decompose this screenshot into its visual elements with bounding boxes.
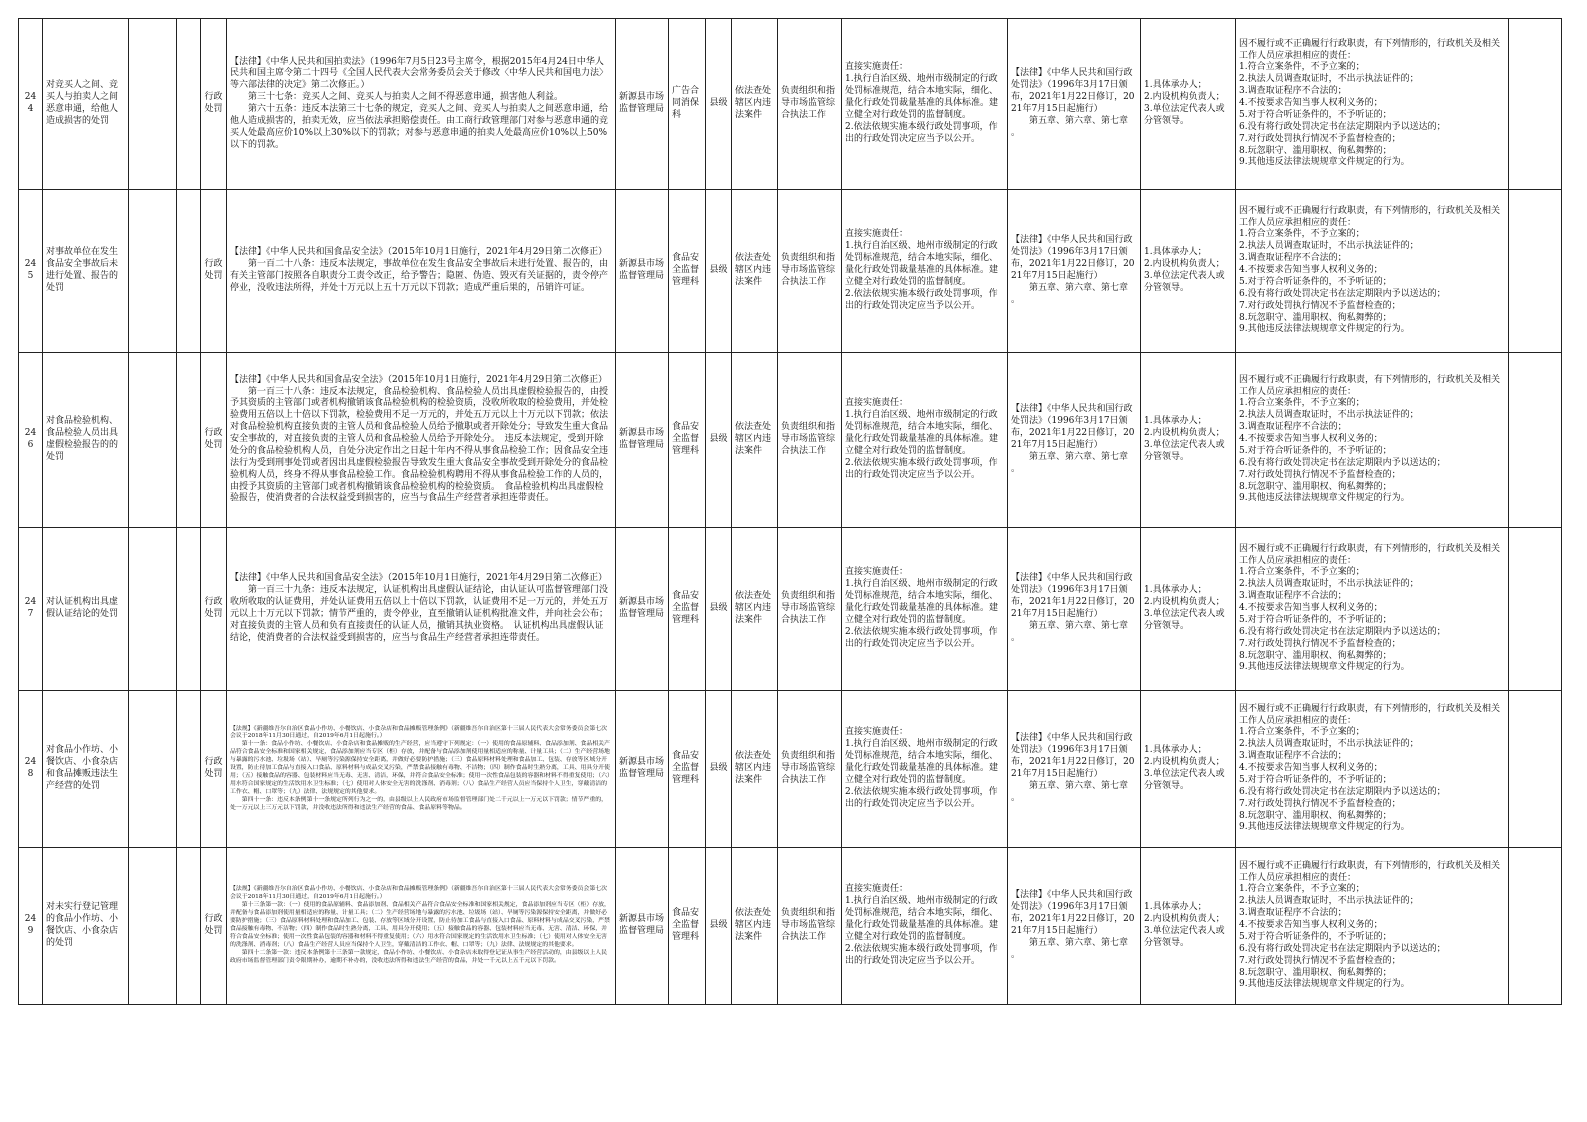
direct-duty: 直接实施责任： 1.执行自治区级、地州市级制定的行政处罚标准规范，结合本地实际，细化、量化行政处罚裁量基准的具体标准。建立健全对行政处罚的监督制度。 2.依法依规实施本级行政处罚事项，作出的行政处罚决定应当予以公开。 [842, 528, 1008, 691]
remarks-cell [1509, 353, 1562, 528]
remarks-cell [1509, 19, 1562, 190]
legal-basis: 【法规】《新疆维吾尔自治区食品小作坊、小餐饮店、小食杂店和食品摊贩管理条例》（新疆维吾尔自治区第十三届人民代表大会常务委员会第七次会议于2018年11月30日通过，自2019年6月1日起施行。） 第十一条：食品小作坊、小餐饮店、小食杂店和食品摊贩的生产经营，应当遵守下列规定：（一）使用的食品原辅料、食品添加剂、食品相关产品符合食品安全标准和国家相关规定，食品添加剂应当专区（柜）存放，并配备与食品添加剂使用量相适应的称量、计量工具；（二）生产经营场地与暴露的污水池、垃圾场（站）、旱厕等污染源保持安全距离，并做好必要防护措施；（三）食品原料材料处理和食品加工、包装、存放等区域分开设置，防止待加工食品与直接入口食品、原料材料与成品交叉污染，严禁食品接触有毒物、不洁物；（四）制作食品时生熟分离，工具、用具分开使用；（五）接触食品的容器、包装材料应当无毒、无害、清洁，环保，并符合食品安全标准；使用一次性食品包装的容器和材料不得重复使用；（六）用水符合国家规定的生活饮用水卫生标准；（七）使用对人体安全无害的洗涤剂、消毒剂；（八）食品生产经营人员应当保持个人卫生，穿戴清洁的工作衣、帽、口罩等；（九）法律、法规规定的其他要求。 第四十一条：违反本条例第十一条规定所列行为之一的，由县级以上人民政府市场监督管理部门处二千元以上一万元以下罚款；情节严重的，处一万元以上三万元以下罚款，并没收违法所得和违法生产经营的食品、食品原料等物品。 [227, 691, 616, 848]
table-row [19, 190, 1562, 353]
item-name: 对食品小作坊、小餐饮店、小食杂店和食品摊贩违法生产经营的处罚 [43, 691, 129, 848]
admin-level: 县级 [706, 528, 732, 691]
row-number: 245 [19, 190, 43, 353]
table-row [19, 528, 1562, 691]
table-row [19, 353, 1562, 528]
empty-cell [177, 353, 201, 528]
jurisdiction-scope: 依法查处辖区内违法案件 [732, 528, 778, 691]
table-row [19, 19, 1562, 190]
item-name: 对未实行登记管理的食品小作坊、小餐饮店、小食杂店的处罚 [43, 848, 129, 1005]
accountability-law: 【法律】《中华人民共和国行政处罚法》（1996年3月17日颁布，2021年1月22日修订，2021年7月15日起施行） 第五章、第六章、第七章 。 [1008, 353, 1141, 528]
table-row [19, 848, 1562, 1005]
accountability-cases: 因不履行或不正确履行行政职责，有下列情形的，行政机关及相关工作人员应承担相应的责任： 1.符合立案条件，不予立案的； 2.执法人员调查取证时，不出示执法证件的； 3.调查取证程序不合法的； 4.不按要求告知当事人权利义务的； 5.对于符合听证条件的，不予听证的； 6.没有将行政处罚决定书在法定期限内予以送达的； 7.对行政处罚执行情况不予监督检查的； 8.玩忽职守、滥用职权、徇私舞弊的； 9.其他违反法律法规规章文件规定的行为。 [1236, 848, 1509, 1005]
item-name: 对认证机构出具虚假认证结论的处罚 [43, 528, 129, 691]
responsible-unit: 食品安全监督管理科 [669, 848, 706, 1005]
jurisdiction-scope: 依法查处辖区内违法案件 [732, 848, 778, 1005]
empty-cell [129, 353, 177, 528]
admin-level: 县级 [706, 19, 732, 190]
responsible-unit: 食品安全监督管理科 [669, 353, 706, 528]
accountability-law: 【法律】《中华人民共和国行政处罚法》（1996年3月17日颁布，2021年1月22日修订，2021年7月15日起施行） 第五章、第六章、第七章 。 [1008, 19, 1141, 190]
row-number: 244 [19, 19, 43, 190]
responsible-persons: 1.具体承办人； 2.内设机构负责人； 3.单位法定代表人或分管领导。 [1141, 19, 1236, 190]
accountability-law: 【法律】《中华人民共和国行政处罚法》（1996年3月17日颁布，2021年1月22日修订，2021年7月15日起施行） 第五章、第六章、第七章 。 [1008, 848, 1141, 1005]
row-number: 246 [19, 353, 43, 528]
accountability-cases: 因不履行或不正确履行行政职责，有下列情形的，行政机关及相关工作人员应承担相应的责任： 1.符合立案条件，不予立案的； 2.执法人员调查取证时，不出示执法证件的； 3.调查取证程序不合法的； 4.不按要求告知当事人权利义务的； 5.对于符合听证条件的，不予听证的； 6.没有将行政处罚决定书在法定期限内予以送达的； 7.对行政处罚执行情况不予监督检查的； 8.玩忽职守、滥用职权、徇私舞弊的； 9.其他违反法律法规规章文件规定的行为。 [1236, 691, 1509, 848]
law-enforcement-table [18, 18, 1562, 1005]
jurisdiction-scope: 依法查处辖区内违法案件 [732, 691, 778, 848]
direct-duty: 直接实施责任： 1.执行自治区级、地州市级制定的行政处罚标准规范，结合本地实际，细化、量化行政处罚裁量基准的具体标准。建立健全对行政处罚的监督制度。 2.依法依规实施本级行政处罚事项，作出的行政处罚决定应当予以公开。 [842, 848, 1008, 1005]
responsible-persons: 1.具体承办人； 2.内设机构负责人； 3.单位法定代表人或分管领导。 [1141, 353, 1236, 528]
responsibility-summary: 负责组织和指导市场监管综合执法工作 [778, 848, 842, 1005]
jurisdiction-scope: 依法查处辖区内违法案件 [732, 19, 778, 190]
direct-duty: 直接实施责任： 1.执行自治区级、地州市级制定的行政处罚标准规范，结合本地实际，细化、量化行政处罚裁量基准的具体标准。建立健全对行政处罚的监督制度。 2.依法依规实施本级行政处罚事项，作出的行政处罚决定应当予以公开。 [842, 691, 1008, 848]
remarks-cell [1509, 691, 1562, 848]
accountability-cases: 因不履行或不正确履行行政职责，有下列情形的，行政机关及相关工作人员应承担相应的责任： 1.符合立案条件，不予立案的； 2.执法人员调查取证时，不出示执法证件的； 3.调查取证程序不合法的； 4.不按要求告知当事人权利义务的； 5.对于符合听证条件的，不予听证的； 6.没有将行政处罚决定书在法定期限内予以送达的； 7.对行政处罚执行情况不予监督检查的； 8.玩忽职守、滥用职权、徇私舞弊的； 9.其他违反法律法规规章文件规定的行为。 [1236, 353, 1509, 528]
power-type: 行政处罚 [201, 19, 227, 190]
power-type: 行政处罚 [201, 353, 227, 528]
direct-duty: 直接实施责任： 1.执行自治区级、地州市级制定的行政处罚标准规范，结合本地实际，细化、量化行政处罚裁量基准的具体标准。建立健全对行政处罚的监督制度。 2.依法依规实施本级行政处罚事项，作出的行政处罚决定应当予以公开。 [842, 190, 1008, 353]
legal-basis: 【法律】《中华人民共和国食品安全法》（2015年10月1日施行，2021年4月29日第二次修正） 第一百二十八条：违反本法规定，事故单位在发生食品安全事故后未进行处置、报告的，由有关主管部门按照各自职责分工责令改正，给予警告；隐匿、伪造、毁灭有关证据的，责令停产停业，没收违法所得，并处十万元以上五十万元以下罚款；造成严重后果的，吊销许可证。 [227, 190, 616, 353]
implementing-agency: 新源县市场监督管理局 [616, 848, 669, 1005]
implementing-agency: 新源县市场监督管理局 [616, 353, 669, 528]
responsibility-summary: 负责组织和指导市场监管综合执法工作 [778, 353, 842, 528]
responsibility-summary: 负责组织和指导市场监管综合执法工作 [778, 691, 842, 848]
row-number: 247 [19, 528, 43, 691]
empty-cell [177, 190, 201, 353]
item-name: 对竞买人之间、竞买人与拍卖人之间恶意串通，给他人造成损害的处罚 [43, 19, 129, 190]
empty-cell [177, 528, 201, 691]
implementing-agency: 新源县市场监督管理局 [616, 691, 669, 848]
accountability-law: 【法律】《中华人民共和国行政处罚法》（1996年3月17日颁布，2021年1月22日修订，2021年7月15日起施行） 第五章、第六章、第七章 。 [1008, 528, 1141, 691]
accountability-cases: 因不履行或不正确履行行政职责，有下列情形的，行政机关及相关工作人员应承担相应的责任： 1.符合立案条件，不予立案的； 2.执法人员调查取证时，不出示执法证件的； 3.调查取证程序不合法的； 4.不按要求告知当事人权利义务的； 5.对于符合听证条件的，不予听证的； 6.没有将行政处罚决定书在法定期限内予以送达的； 7.对行政处罚执行情况不予监督检查的； 8.玩忽职守、滥用职权、徇私舞弊的； 9.其他违反法律法规规章文件规定的行为。 [1236, 19, 1509, 190]
direct-duty: 直接实施责任： 1.执行自治区级、地州市级制定的行政处罚标准规范，结合本地实际，细化、量化行政处罚裁量基准的具体标准。建立健全对行政处罚的监督制度。 2.依法依规实施本级行政处罚事项，作出的行政处罚决定应当予以公开。 [842, 19, 1008, 190]
jurisdiction-scope: 依法查处辖区内违法案件 [732, 353, 778, 528]
empty-cell [129, 19, 177, 190]
responsible-unit: 食品安全监督管理科 [669, 691, 706, 848]
power-type: 行政处罚 [201, 691, 227, 848]
legal-basis: 【法规】《新疆维吾尔自治区食品小作坊、小餐饮店、小食杂店和食品摊贩管理条例》（新疆维吾尔自治区第十三届人民代表大会常务委员会第七次会议于2018年11月30日通过，自2019年6月1日起施行。） 第十三条第一款：（一）使用的食品原辅料、食品添加剂、食品相关产品符合食品安全标准和国家相关规定，食品添加剂应当专区（柜）存放，并配备与食品添加剂使用量相适应的称量、计量工具；（二）生产经营场地与暴露的污水池、垃圾场（站）、旱厕等污染源保持安全距离，并做好必要防护措施；（三）食品原料材料处理和食品加工、包装、存放等区域分开设置，防止待加工食品与直接入口食品、原料材料与成品交叉污染，严禁食品接触有毒物、不洁物；（四）制作食品时生熟分离，工具、用具分开使用；（五）接触食品的容器、包装材料应当无毒、无害、清洁、环保，并符合食品安全标准；使用一次性食品包装的容器和材料不得重复使用；（六）用水符合国家规定的生活饮用水卫生标准；（七）使用对人体安全无害的洗涤剂、消毒剂；（八）食品生产经营人员应当保持个人卫生，穿戴清洁的工作衣、帽、口罩等；（九）法律、法规规定的其他要求。 第四十二条第一款：违反本条例第十三条第一款规定，食品小作坊、小餐饮店、小食杂店未取得登记证从事生产经营活动的，由县级以上人民政府市场监督管理部门责令限期补办，逾期不补办的，没收违法所得和违法生产经营的食品，并处一千元以上五千元以下罚款。 [227, 848, 616, 1005]
admin-level: 县级 [706, 190, 732, 353]
accountability-law: 【法律】《中华人民共和国行政处罚法》（1996年3月17日颁布，2021年1月22日修订，2021年7月15日起施行） 第五章、第六章、第七章 。 [1008, 691, 1141, 848]
responsible-persons: 1.具体承办人； 2.内设机构负责人； 3.单位法定代表人或分管领导。 [1141, 190, 1236, 353]
implementing-agency: 新源县市场监督管理局 [616, 190, 669, 353]
admin-level: 县级 [706, 691, 732, 848]
implementing-agency: 新源县市场监督管理局 [616, 19, 669, 190]
remarks-cell [1509, 528, 1562, 691]
responsible-unit: 食品安全监督管理科 [669, 528, 706, 691]
responsibility-summary: 负责组织和指导市场监管综合执法工作 [778, 190, 842, 353]
responsible-unit: 广告合同消保科 [669, 19, 706, 190]
accountability-cases: 因不履行或不正确履行行政职责，有下列情形的，行政机关及相关工作人员应承担相应的责任： 1.符合立案条件，不予立案的； 2.执法人员调查取证时，不出示执法证件的； 3.调查取证程序不合法的； 4.不按要求告知当事人权利义务的； 5.对于符合听证条件的，不予听证的； 6.没有将行政处罚决定书在法定期限内予以送达的； 7.对行政处罚执行情况不予监督检查的； 8.玩忽职守、滥用职权、徇私舞弊的； 9.其他违反法律法规规章文件规定的行为。 [1236, 528, 1509, 691]
empty-cell [177, 19, 201, 190]
item-name: 对事故单位在发生食品安全事故后未进行处置、报告的处罚 [43, 190, 129, 353]
power-type: 行政处罚 [201, 848, 227, 1005]
responsible-unit: 食品安全监督管理科 [669, 190, 706, 353]
power-type: 行政处罚 [201, 528, 227, 691]
empty-cell [129, 691, 177, 848]
direct-duty: 直接实施责任： 1.执行自治区级、地州市级制定的行政处罚标准规范，结合本地实际，细化、量化行政处罚裁量基准的具体标准。建立健全对行政处罚的监督制度。 2.依法依规实施本级行政处罚事项，作出的行政处罚决定应当予以公开。 [842, 353, 1008, 528]
remarks-cell [1509, 848, 1562, 1005]
power-type: 行政处罚 [201, 190, 227, 353]
empty-cell [177, 848, 201, 1005]
table-row [19, 691, 1562, 848]
item-name: 对食品检验机构、食品检验人员出具虚假检验报告的的处罚 [43, 353, 129, 528]
empty-cell [129, 190, 177, 353]
jurisdiction-scope: 依法查处辖区内违法案件 [732, 190, 778, 353]
empty-cell [129, 528, 177, 691]
empty-cell [129, 848, 177, 1005]
legal-basis: 【法律】《中华人民共和国食品安全法》（2015年10月1日施行，2021年4月29日第二次修正） 第一百三十九条：违反本法规定，认证机构出具虚假认证结论，由认证认可监督管理部门没收所收取的认证费用，并处认证费用五倍以上十倍以下罚款，认证费用不足一万元的，并处五万元以上十万元以下罚款；情节严重的，责令停业，直至撤销认证机构批准文件，并向社会公布；对直接负责的主管人员和负有直接责任的认证人员，撤销其执业资格。 认证机构出具虚假认证结论，使消费者的合法权益受到损害的，应当与食品生产经营者承担连带责任。 [227, 528, 616, 691]
legal-basis: 【法律】《中华人民共和国拍卖法》（1996年7月5日23号主席令，根据2015年4月24日中华人民共和国主席令第二十四号《全国人民代表大会常务委员会关于修改〈中华人民共和国电力法〉等六部法律的决定》第二次修正。） 第三十七条：竞买人之间、竞买人与拍卖人之间不得恶意串通，损害他人利益。 第六十五条：违反本法第三十七条的规定，竞买人之间、竞买人与拍卖人之间恶意串通，给他人造成损害的，拍卖无效，应当依法承担赔偿责任。由工商行政管理部门对参与恶意串通的竞买人处最高应价10%以上30%以下的罚款；对参与恶意串通的拍卖人处最高应价10%以上50%以下的罚款。 [227, 19, 616, 190]
implementing-agency: 新源县市场监督管理局 [616, 528, 669, 691]
responsible-persons: 1.具体承办人； 2.内设机构负责人； 3.单位法定代表人或分管领导。 [1141, 848, 1236, 1005]
responsibility-summary: 负责组织和指导市场监管综合执法工作 [778, 528, 842, 691]
accountability-law: 【法律】《中华人民共和国行政处罚法》（1996年3月17日颁布，2021年1月22日修订，2021年7月15日起施行） 第五章、第六章、第七章 。 [1008, 190, 1141, 353]
responsible-persons: 1.具体承办人； 2.内设机构负责人； 3.单位法定代表人或分管领导。 [1141, 691, 1236, 848]
empty-cell [177, 691, 201, 848]
row-number: 249 [19, 848, 43, 1005]
legal-basis: 【法律】《中华人民共和国食品安全法》（2015年10月1日施行，2021年4月29日第二次修正） 第一百三十八条：违反本法规定，食品检验机构、食品检验人员出具虚假检验报告的，由授予其资质的主管部门或者机构撤销该食品检验机构的检验资质，没收所收取的检验费用，并处检验费用五倍以上十倍以下罚款，检验费用不足一万元的，并处五万元以上十万元以下罚款；依法对食品检验机构直接负责的主管人员和食品检验人员给予撤职或者开除处分；导致发生重大食品安全事故的，对直接负责的主管人员和食品检验人员给予开除处分。 违反本法规定，受到开除处分的食品检验机构人员，自处分决定作出之日起十年内不得从事食品检验工作；因食品安全违法行为受到刑事处罚或者因出具虚假检验报告导致发生重大食品安全事故受到开除处分的食品检验机构人员，终身不得从事食品检验工作。食品检验机构聘用不得从事食品检验工作的人员的，由授予其资质的主管部门或者机构撤销该食品检验机构的检验资质。 食品检验机构出具虚假检验报告，使消费者的合法权益受到损害的，应当与食品生产经营者承担连带责任。 [227, 353, 616, 528]
responsibility-summary: 负责组织和指导市场监管综合执法工作 [778, 19, 842, 190]
responsible-persons: 1.具体承办人； 2.内设机构负责人； 3.单位法定代表人或分管领导。 [1141, 528, 1236, 691]
accountability-cases: 因不履行或不正确履行行政职责，有下列情形的，行政机关及相关工作人员应承担相应的责任： 1.符合立案条件，不予立案的； 2.执法人员调查取证时，不出示执法证件的； 3.调查取证程序不合法的； 4.不按要求告知当事人权利义务的； 5.对于符合听证条件的，不予听证的； 6.没有将行政处罚决定书在法定期限内予以送达的； 7.对行政处罚执行情况不予监督检查的； 8.玩忽职守、滥用职权、徇私舞弊的； 9.其他违反法律法规规章文件规定的行为。 [1236, 190, 1509, 353]
admin-level: 县级 [706, 353, 732, 528]
admin-level: 县级 [706, 848, 732, 1005]
remarks-cell [1509, 190, 1562, 353]
row-number: 248 [19, 691, 43, 848]
